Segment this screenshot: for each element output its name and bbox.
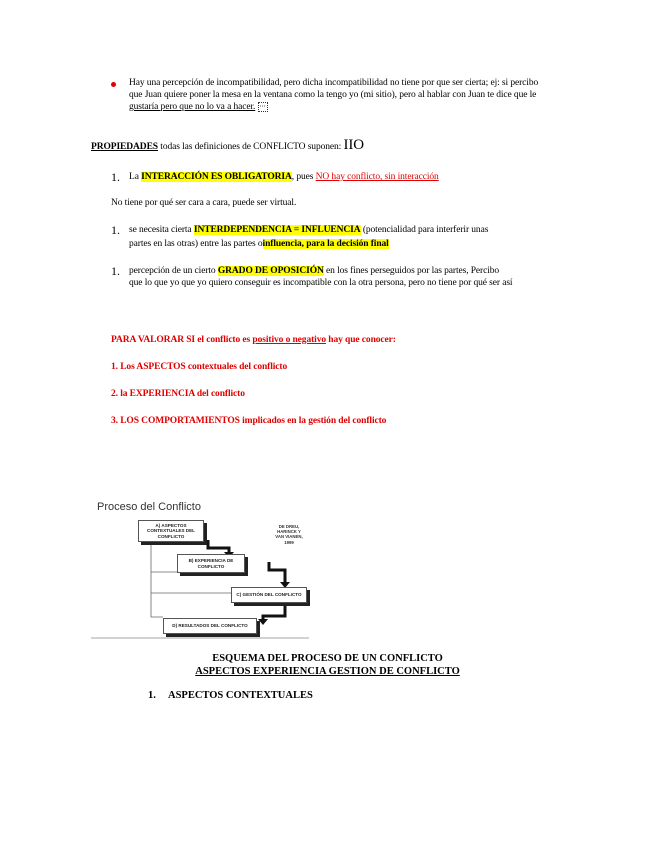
aspectos-number: 1. (148, 690, 156, 701)
interdependencia-highlight: INTERDEPENDENCIA = INFLUENCIA (193, 225, 361, 235)
valorar-line: PARA VALORAR SI el conflicto es positivo o negativo hay que conocer: (111, 335, 396, 345)
iio-label: IIO (343, 137, 365, 153)
valorar-point-1: 1. Los ASPECTOS contextuales del conflicto (111, 362, 288, 372)
propiedades-text: todas las definiciones de CONFLICTO suponen: (160, 142, 342, 152)
item1-number: 1. (111, 170, 120, 184)
valorar-point-3: 3. LOS COMPORTAMIENTOS implicados en la gestión del conflicto (111, 416, 387, 426)
item3-text: percepción de un cierto GRADO DE OPOSICIÓN en los fines perseguidos por las partes, Percibo que lo que yo que yo quiero conseguir es incompatible con la otra persona, pero no tiene por qué ser así (129, 266, 513, 288)
bullet-line-1: Hay una percepción de incompatibilidad, pero dicha incompatibilidad no tiene por que ser cierta; ej: si percibo (129, 78, 539, 88)
bullet-line-3: gustaría pero que no lo va a hacer. ⋯ (129, 101, 589, 113)
no-conflicto-text: NO hay conflicto, sin interacción (315, 172, 439, 182)
box-aspectos: A) ASPECTOS CONTEXTUALES DEL CONFLICTO (138, 520, 204, 542)
propiedades-heading: PROPIEDADES (91, 142, 158, 152)
virtual-note: No tiene por qué ser cara a cara, puede ser virtual. (111, 198, 297, 208)
influencia-highlight: influencia, para la decisión final (262, 239, 389, 249)
item2-text: se necesita cierta INTERDEPENDENCIA = INFLUENCIA (potencialidad para interferir unas partes en las otras) entre las partes oinfluencia, para la decisión final (129, 225, 489, 249)
box-gestion: C) GESTIÓN DEL CONFLICTO (231, 587, 307, 603)
bullet-paragraph (129, 77, 589, 113)
box-experiencia: B) EXPERIENCIA DE CONFLICTO (177, 554, 245, 573)
diagram-credit: DE DREU, HARINCK Y VAN VIANEN, 1999 (275, 524, 303, 545)
positivo-negativo-text: positivo o negativo (252, 335, 326, 345)
aspectos-label: ASPECTOS CONTEXTUALES (168, 690, 313, 701)
diagram-title: Proceso del Conflicto (97, 501, 201, 513)
interaccion-highlight: INTERACCIÓN ES OBLIGATORIA (141, 172, 292, 182)
oposicion-highlight: GRADO DE OPOSICIÓN (217, 266, 324, 276)
item3-number: 1. (111, 264, 120, 278)
propiedades-line (91, 139, 364, 153)
item2-number: 1. (111, 223, 120, 237)
esquema-title: ESQUEMA DEL PROCESO DE UN CONFLICTO (212, 653, 443, 664)
esquema-subtitle: ASPECTOS EXPERIENCIA GESTION DE CONFLICTO (195, 666, 460, 677)
valorar-point-2: 2. la EXPERIENCIA del conflicto (111, 389, 245, 399)
bullet-point (111, 82, 116, 87)
bullet-line-2: que Juan quiere poner la mesa en la ventana como la tengo yo (mi sitio), pero al hablar con Juan te dice que le (129, 90, 537, 100)
conflict-process-diagram (91, 498, 309, 640)
item1-text: La INTERACCIÓN ES OBLIGATORIA, pues NO hay conflicto, sin interacción (129, 172, 439, 182)
box-resultados: D) RESULTADOS DEL CONFLICTO (163, 618, 257, 634)
anchor-icon: ⋯ (258, 102, 268, 112)
